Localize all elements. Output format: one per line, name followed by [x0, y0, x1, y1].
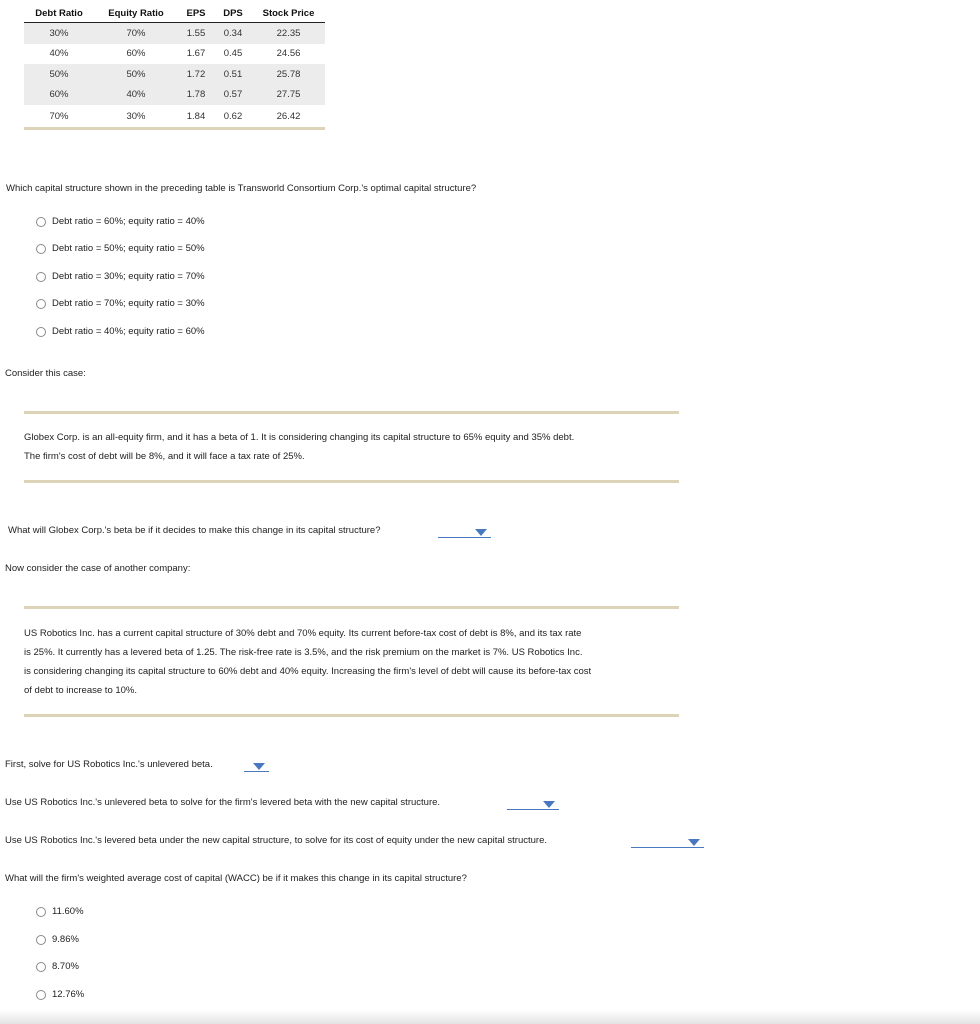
option-label: Debt ratio = 50%; equity ratio = 50%: [52, 243, 205, 254]
table-row: [24, 105, 325, 129]
cell-eps: 1.55: [178, 23, 214, 44]
case-divider-top: [24, 606, 679, 609]
capital-structure-table: [24, 4, 325, 130]
cell-eps: 1.78: [178, 85, 214, 106]
cell-equity-ratio: 60%: [126, 48, 146, 60]
option-wacc-9-86[interactable]: [36, 934, 79, 945]
cell-debt-ratio: 40%: [49, 48, 69, 60]
radio-button[interactable]: [36, 327, 46, 337]
usrobotics-line-4: of debt to increase to 10%.: [24, 685, 138, 696]
levered-beta-dropdown[interactable]: [507, 800, 559, 810]
case-divider-bottom: [24, 714, 679, 717]
cell-equity-ratio: 30%: [94, 105, 178, 129]
question-optimal-structure: Which capital structure shown in the preceding table is Transworld Consortium Corp.'s optimal capital structure?: [6, 183, 477, 194]
radio-button[interactable]: [36, 962, 46, 972]
option-wacc-12-76[interactable]: [36, 989, 84, 1000]
table-row: [24, 85, 325, 106]
radio-button[interactable]: [36, 907, 46, 917]
option-label: 9.86%: [52, 934, 79, 945]
cell-debt-ratio: 70%: [24, 105, 94, 129]
cell-dps: 0.34: [214, 23, 252, 44]
question-wacc: What will the firm's weighted average cost of capital (WACC) be if it makes this change in its capital structure?: [5, 873, 467, 884]
question-globex-beta: What will Globex Corp.'s beta be if it decides to make this change in its capital structure?: [8, 525, 381, 536]
cell-stock-price: 27.75: [252, 85, 325, 106]
cell-stock-price: 26.42: [252, 105, 325, 129]
now-consider-label: Now consider the case of another company:: [5, 563, 191, 574]
table-header-row: [24, 4, 325, 23]
option-label: Debt ratio = 60%; equity ratio = 40%: [52, 216, 205, 227]
option-label: Debt ratio = 40%; equity ratio = 60%: [52, 326, 205, 337]
radio-button[interactable]: [36, 217, 46, 227]
table-row: [24, 64, 325, 85]
option-label: 11.60%: [52, 906, 84, 917]
radio-button[interactable]: [36, 935, 46, 945]
cell-debt-ratio: 50%: [24, 64, 94, 85]
option-debt-40[interactable]: [36, 326, 205, 337]
question-levered-beta: Use US Robotics Inc.'s unlevered beta to solve for the firm's levered beta with the new capital structure.: [5, 797, 441, 808]
globex-line-2: The firm's cost of debt will be 8%, and it will face a tax rate of 25%.: [24, 451, 305, 462]
question-cost-of-equity: Use US Robotics Inc.'s levered beta under the new capital structure, to solve for its cost of equity under the new capital structure.: [5, 835, 548, 846]
globex-beta-dropdown[interactable]: [438, 528, 491, 538]
option-debt-60[interactable]: [36, 216, 205, 227]
option-debt-70[interactable]: [36, 298, 205, 309]
radio-button[interactable]: [36, 299, 46, 309]
bottom-edge-shadow: [0, 1010, 980, 1024]
chevron-down-icon: [688, 839, 700, 846]
globex-case-text: [24, 428, 684, 466]
header-debt-ratio: Debt Ratio: [24, 4, 94, 23]
usrobotics-case-text: [24, 624, 694, 700]
option-label: Debt ratio = 70%; equity ratio = 30%: [52, 298, 205, 309]
header-equity-ratio: Equity Ratio: [94, 4, 178, 23]
radio-button[interactable]: [36, 244, 46, 254]
usrobotics-line-3: is considering changing its capital structure to 60% debt and 40% equity. Increasing the firm's level of debt will cause its before-tax cost: [24, 666, 592, 677]
header-stock-price: Stock Price: [252, 4, 325, 23]
option-label: 8.70%: [52, 961, 79, 972]
option-debt-30[interactable]: [36, 271, 205, 282]
chevron-down-icon: [253, 763, 265, 770]
cell-dps: 0.57: [214, 85, 252, 106]
cell-equity-ratio: 70%: [94, 23, 178, 44]
table-row: [24, 44, 325, 65]
cell-debt-ratio: 30%: [24, 23, 94, 44]
cell-dps: 0.51: [214, 64, 252, 85]
header-dps: DPS: [214, 4, 252, 23]
case-divider-bottom: [24, 480, 679, 483]
cell-equity-ratio: 40%: [94, 85, 178, 106]
usrobotics-line-1: US Robotics Inc. has a current capital structure of 30% debt and 70% equity. Its current before-tax cost of debt is 8%, and its tax rate: [24, 628, 582, 639]
cell-equity-ratio: 50%: [94, 64, 178, 85]
cell-eps: 1.72: [178, 64, 214, 85]
cell-eps: 1.67: [186, 48, 206, 60]
table-row: [24, 23, 325, 44]
cell-stock-price: 22.35: [252, 23, 325, 44]
cell-dps: 0.62: [214, 105, 252, 129]
option-label: Debt ratio = 30%; equity ratio = 70%: [52, 271, 205, 282]
option-debt-50[interactable]: [36, 243, 205, 254]
option-wacc-8-70[interactable]: [36, 961, 79, 972]
globex-line-1: Globex Corp. is an all-equity firm, and it has a beta of 1. It is considering changing its capital structure to 65% equity and 35% debt.: [24, 432, 575, 443]
case-divider-top: [24, 411, 679, 414]
cell-stock-price: 24.56: [276, 48, 301, 60]
question-unlevered-beta: First, solve for US Robotics Inc.'s unlevered beta.: [5, 759, 213, 770]
option-label: 12.76%: [52, 989, 85, 1000]
header-eps: EPS: [178, 4, 214, 23]
cell-debt-ratio: 60%: [24, 85, 94, 106]
cell-dps: 0.45: [223, 48, 243, 60]
unlevered-beta-dropdown[interactable]: [244, 762, 269, 772]
radio-button[interactable]: [36, 272, 46, 282]
cell-eps: 1.84: [178, 105, 214, 129]
chevron-down-icon: [543, 801, 555, 808]
cost-of-equity-dropdown[interactable]: [631, 838, 704, 848]
consider-label: Consider this case:: [5, 368, 86, 379]
usrobotics-line-2: is 25%. It currently has a levered beta of 1.25. The risk-free rate is 3.5%, and the risk premium on the market is 7%. US Robotics Inc.: [24, 647, 583, 658]
radio-button[interactable]: [36, 990, 46, 1000]
cell-stock-price: 25.78: [252, 64, 325, 85]
option-wacc-11-60[interactable]: [36, 906, 84, 917]
chevron-down-icon: [475, 529, 487, 536]
